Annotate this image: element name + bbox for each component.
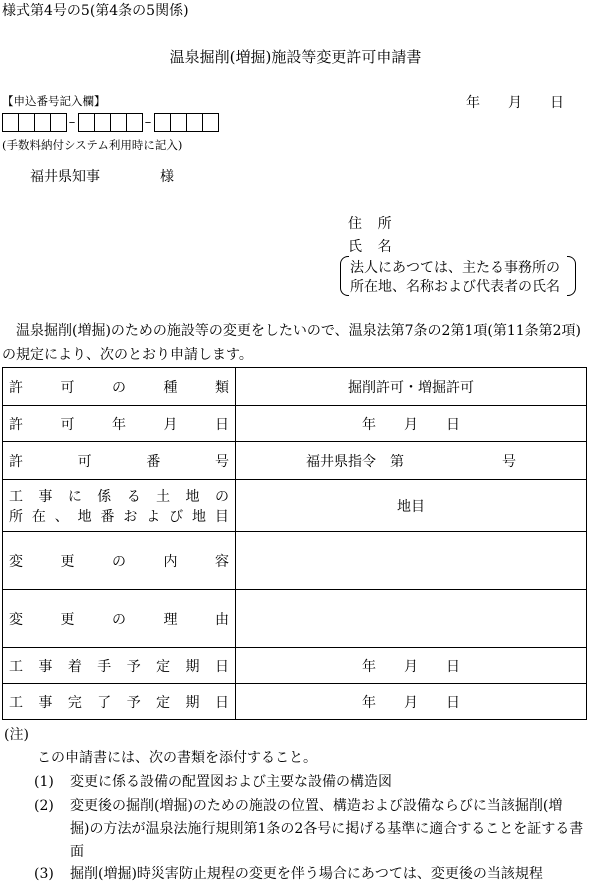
- digit-box[interactable]: [94, 113, 111, 132]
- permit-type-label: 許 可 の 種 類: [9, 379, 229, 396]
- table-row: [3, 442, 587, 480]
- note-item-1-number: (1): [34, 774, 54, 790]
- row-label: [3, 532, 236, 590]
- change-reason-label: 変 更 の 理 由: [9, 611, 229, 628]
- change-content-label: 変 更 の 内 容: [9, 553, 229, 570]
- completion-date-label: 工 事 完 了 予 定 期 日: [9, 694, 229, 711]
- digit-box[interactable]: [78, 113, 95, 132]
- permit-type-value[interactable]: 掘削許可・増掘許可: [236, 368, 587, 406]
- table-row: [3, 648, 587, 684]
- note-item-2-line1: 変更後の掘削(増掘)のための施設の位置、構造および設備ならびに当該掘削(増: [70, 798, 563, 814]
- application-table: [2, 367, 587, 720]
- address-label: 住 所: [348, 216, 398, 232]
- date-year-label: 年: [466, 95, 480, 111]
- digit-box[interactable]: [2, 113, 19, 132]
- start-date-label: 工 事 着 手 予 定 期 日: [9, 658, 229, 675]
- row-label: [3, 368, 236, 406]
- digit-box[interactable]: [154, 113, 171, 132]
- note-item-2-line2: 掘)の方法が温泉法施行規則第1条の2各号に掲げる基準に適合することを証する書: [70, 821, 584, 837]
- date-month-label: 月: [508, 95, 522, 111]
- table-row: [3, 368, 587, 406]
- row-label: [3, 480, 236, 532]
- row-label: [3, 406, 236, 442]
- application-date: [466, 92, 564, 112]
- digit-box[interactable]: [110, 113, 127, 132]
- change-content-value[interactable]: [236, 532, 587, 590]
- digit-box[interactable]: [126, 113, 143, 132]
- name-label: 氏 名: [348, 239, 398, 255]
- row-label: [3, 648, 236, 684]
- note-item-3-number: (3): [34, 866, 54, 882]
- permit-date-label: 許 可 年 月 日: [9, 416, 229, 433]
- table-row: [3, 532, 587, 590]
- digit-box[interactable]: [50, 113, 67, 132]
- permit-number-label: 許 可 番 号: [9, 453, 229, 470]
- permit-date-value[interactable]: 年 月 日: [236, 406, 587, 442]
- note-item-3-text: 掘削(増掘)時災害防止規程の変更を伴う場合にあつては、変更後の当該規程: [70, 866, 543, 882]
- form-number: 様式第4号の5(第4条の5関係): [2, 3, 189, 19]
- addressee-honorific: 様: [160, 169, 174, 185]
- digit-box[interactable]: [170, 113, 187, 132]
- date-day-label: 日: [550, 95, 564, 111]
- note-item-2-line3: 面: [70, 844, 84, 860]
- completion-date-value[interactable]: 年 月 日: [236, 684, 587, 720]
- table-row: [3, 480, 587, 532]
- change-reason-value[interactable]: [236, 590, 587, 648]
- table-row: [3, 684, 587, 720]
- fee-system-note: (手数料納付システム利用時に記入): [2, 138, 183, 152]
- land-label-line1: 工 事 に 係 る 土 地 の: [9, 488, 229, 505]
- application-statement: 温泉掘削(増掘)のための施設等の変更をしたいので、温泉法第7条の2第1項(第11条第2項)の規定により、次のとおり申請します。: [2, 323, 582, 363]
- digit-box[interactable]: [186, 113, 203, 132]
- note-item-2: [34, 795, 562, 815]
- table-row: [3, 406, 587, 442]
- dash-separator: –: [144, 115, 152, 130]
- row-label: [3, 684, 236, 720]
- note-item-2-number: (2): [34, 798, 54, 814]
- digit-box[interactable]: [34, 113, 51, 132]
- corporate-note-line1: 法人にあつては、主たる事務所の: [350, 260, 560, 276]
- bracket-left: [340, 256, 349, 296]
- row-label: [3, 590, 236, 648]
- bracket-right: [567, 256, 576, 296]
- corporate-note-line2: 所在地、名称および代表者の氏名: [350, 279, 560, 295]
- start-date-value[interactable]: 年 月 日: [236, 648, 587, 684]
- row-label: [3, 442, 236, 480]
- land-label-line2: 所 在 、 地 番 お よ び 地 目: [9, 508, 229, 525]
- note-item-1: [34, 771, 392, 791]
- application-number-boxes: [2, 112, 218, 133]
- document-title: 温泉掘削(増掘)施設等変更許可申請書: [169, 48, 422, 66]
- table-row: [3, 590, 587, 648]
- notes-heading: (注): [4, 727, 29, 743]
- note-item-1-text: 変更に係る設備の配置図および主要な設備の構造図: [70, 774, 392, 790]
- corporate-note: [340, 256, 576, 296]
- land-category-value[interactable]: 地目: [236, 480, 587, 532]
- note-item-3: [34, 863, 543, 883]
- application-number-label: 【申込番号記入欄】: [2, 94, 106, 108]
- addressee-governor: 福井県知事: [30, 169, 100, 185]
- dash-separator: –: [68, 115, 76, 130]
- digit-box[interactable]: [202, 113, 219, 132]
- permit-number-value[interactable]: 福井県指令 第 号: [236, 442, 587, 480]
- digit-box[interactable]: [18, 113, 35, 132]
- notes-intro: この申請書には、次の書類を添付すること。: [37, 750, 317, 766]
